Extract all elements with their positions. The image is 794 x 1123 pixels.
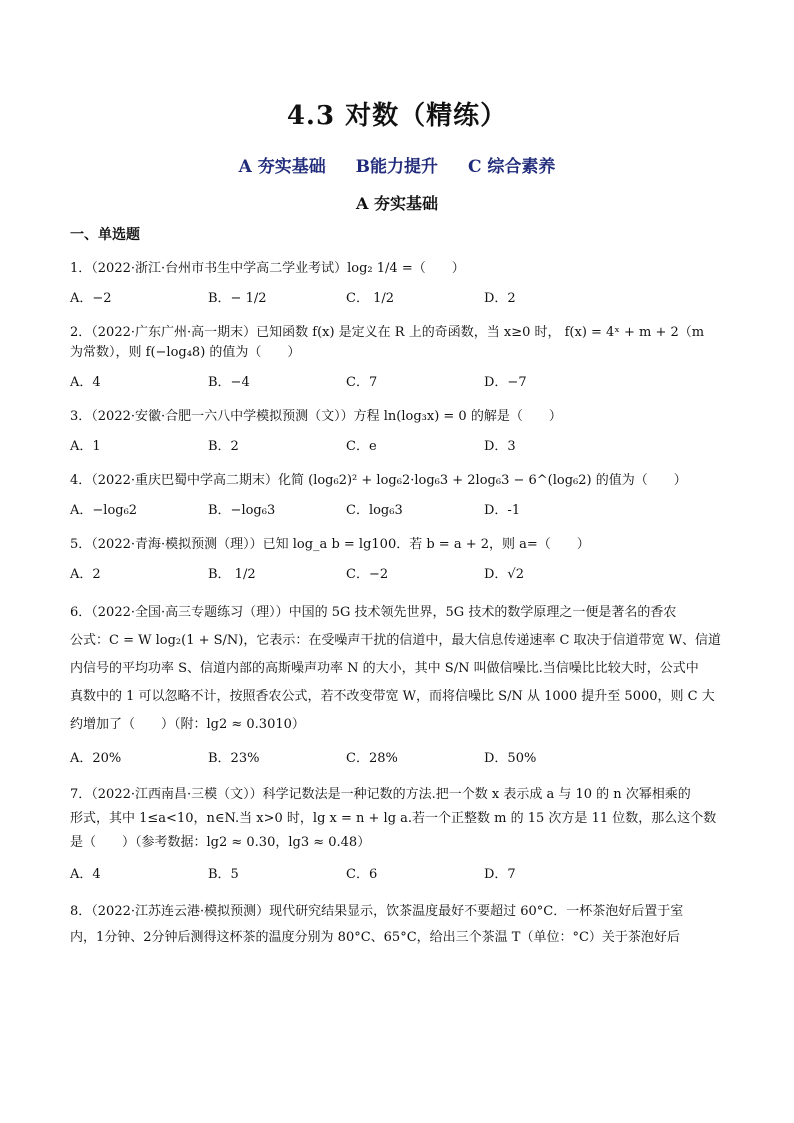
question-text-line: 约增加了（ ）（附：lg2 ≈ 0.3010） xyxy=(70,717,305,732)
option-c: C．6 xyxy=(346,867,378,882)
option-b: B．− 1/2 xyxy=(208,291,267,306)
page-title: 4.3 对数（精练） xyxy=(286,101,508,131)
option-d: D．-1 xyxy=(484,503,521,518)
question-text-line: 2．（2022·广东广州·高一期末）已知函数 f(x) 是定义在 R 上的奇函数，当 x≥0 时， f(x) = 4ˣ + m + 2（m xyxy=(70,325,705,340)
option-a: A．4 xyxy=(70,867,101,882)
question-text-line: 为常数），则 f(−log₄8) 的值为（ ） xyxy=(70,345,301,360)
section-a-label: A 夯实基础 xyxy=(238,157,326,177)
question-2-options xyxy=(70,373,730,393)
option-d: D．−7 xyxy=(484,375,527,390)
question-8 xyxy=(70,899,730,951)
question-7 xyxy=(70,783,730,855)
question-text-line: 1．（2022·浙江·台州市书生中学高二学业考试）log₂ 1/4 =（ ） xyxy=(70,261,465,276)
question-1 xyxy=(70,259,730,279)
question-2 xyxy=(70,323,730,363)
question-1-options xyxy=(70,289,730,309)
option-a: A．−2 xyxy=(70,291,112,306)
option-c: C．28% xyxy=(346,751,398,766)
question-list xyxy=(70,225,730,951)
option-d: D．3 xyxy=(484,439,516,454)
question-text-line: 6．（2022·全国·高三专题练习（理））中国的 5G 技术领先世界，5G 技术的数学原理之一便是著名的香农 xyxy=(70,605,677,620)
section-c-label: C 综合素养 xyxy=(467,157,556,177)
section-subtitle: A 夯实基础 xyxy=(356,194,438,213)
option-c: C．−2 xyxy=(346,567,389,582)
section-links xyxy=(0,152,794,177)
question-text-line: 3．（2022·安徽·合肥一六八中学模拟预测（文））方程 ln(log₃x) = 0 的解是（ ） xyxy=(70,409,562,424)
option-a: A．1 xyxy=(70,439,101,454)
option-b: B．5 xyxy=(208,867,239,882)
option-b: B． 1/2 xyxy=(208,567,256,582)
option-d: D．2 xyxy=(484,291,516,306)
option-d: D．50% xyxy=(484,751,537,766)
question-7-options xyxy=(70,865,730,885)
question-text-line: 内，1分钟、2分钟后测得这杯茶的温度分别为 80°C、65°C，给出三个茶温 T（单位：°C）关于茶泡好后 xyxy=(70,930,680,945)
question-3-options xyxy=(70,437,730,457)
question-text-line: 是（ ）（参考数据：lg2 ≈ 0.30，lg3 ≈ 0.48） xyxy=(70,835,371,850)
question-5-options xyxy=(70,565,730,585)
question-type-heading: 一、单选题 xyxy=(70,227,140,243)
option-c: C．e xyxy=(346,439,377,454)
option-a: A．20% xyxy=(70,751,122,766)
option-c: C．7 xyxy=(346,375,378,390)
option-c: C．log₆3 xyxy=(346,503,403,518)
question-6 xyxy=(70,599,730,739)
question-4-options xyxy=(70,501,730,521)
question-text-line: 公式：C = W log₂(1 + S/N)，它表示：在受噪声干扰的信道中，最大信息传递速率 C 取决于信道带宽 W、信道 xyxy=(70,633,722,648)
question-text-line: 5．（2022·青海·模拟预测（理））已知 log_a b = lg100．若 b = a + 2，则 a=（ ） xyxy=(70,537,590,552)
option-b: B．−log₆3 xyxy=(208,503,276,518)
question-text-line: 形式，其中 1≤a<10，n∈N.当 x>0 时，lg x = n + lg a.若一个正整数 m 的 15 次方是 11 位数，那么这个数 xyxy=(70,811,717,826)
question-3 xyxy=(70,407,730,427)
option-a: A．2 xyxy=(70,567,101,582)
option-d: D．√2 xyxy=(484,567,524,582)
option-b: B．2 xyxy=(208,439,239,454)
question-text-line: 内信号的平均功率 S、信道内部的高斯噪声功率 N 的大小，其中 S/N 叫做信噪比.当信噪比比较大时，公式中 xyxy=(70,661,699,676)
question-text-line: 7．（2022·江西南昌·三模（文））科学记数法是一种记数的方法.把一个数 x 表示成 a 与 10 的 n 次幂相乘的 xyxy=(70,787,691,802)
option-b: B．−4 xyxy=(208,375,250,390)
question-text-line: 4．（2022·重庆巴蜀中学高二期末）化简 (log₆2)² + log₆2·log₆3 + 2log₆3 − 6^(log₆2) 的值为（ ） xyxy=(70,473,687,488)
question-4 xyxy=(70,471,730,491)
question-5 xyxy=(70,535,730,555)
option-c: C． 1/2 xyxy=(346,291,395,306)
section-b-label: B能力提升 xyxy=(355,157,439,177)
option-b: B．23% xyxy=(208,751,260,766)
question-6-options xyxy=(70,749,730,769)
option-a: A．4 xyxy=(70,375,101,390)
question-text-line: 8．（2022·江苏连云港·模拟预测）现代研究结果显示，饮茶温度最好不要超过 60°C．一杯茶泡好后置于室 xyxy=(70,904,684,919)
question-text-line: 真数中的 1 可以忽略不计，按照香农公式，若不改变带宽 W，而将信噪比 S/N 从 1000 提升至 5000，则 C 大 xyxy=(70,689,715,704)
option-d: D．7 xyxy=(484,867,516,882)
option-a: A．−log₆2 xyxy=(70,503,138,518)
